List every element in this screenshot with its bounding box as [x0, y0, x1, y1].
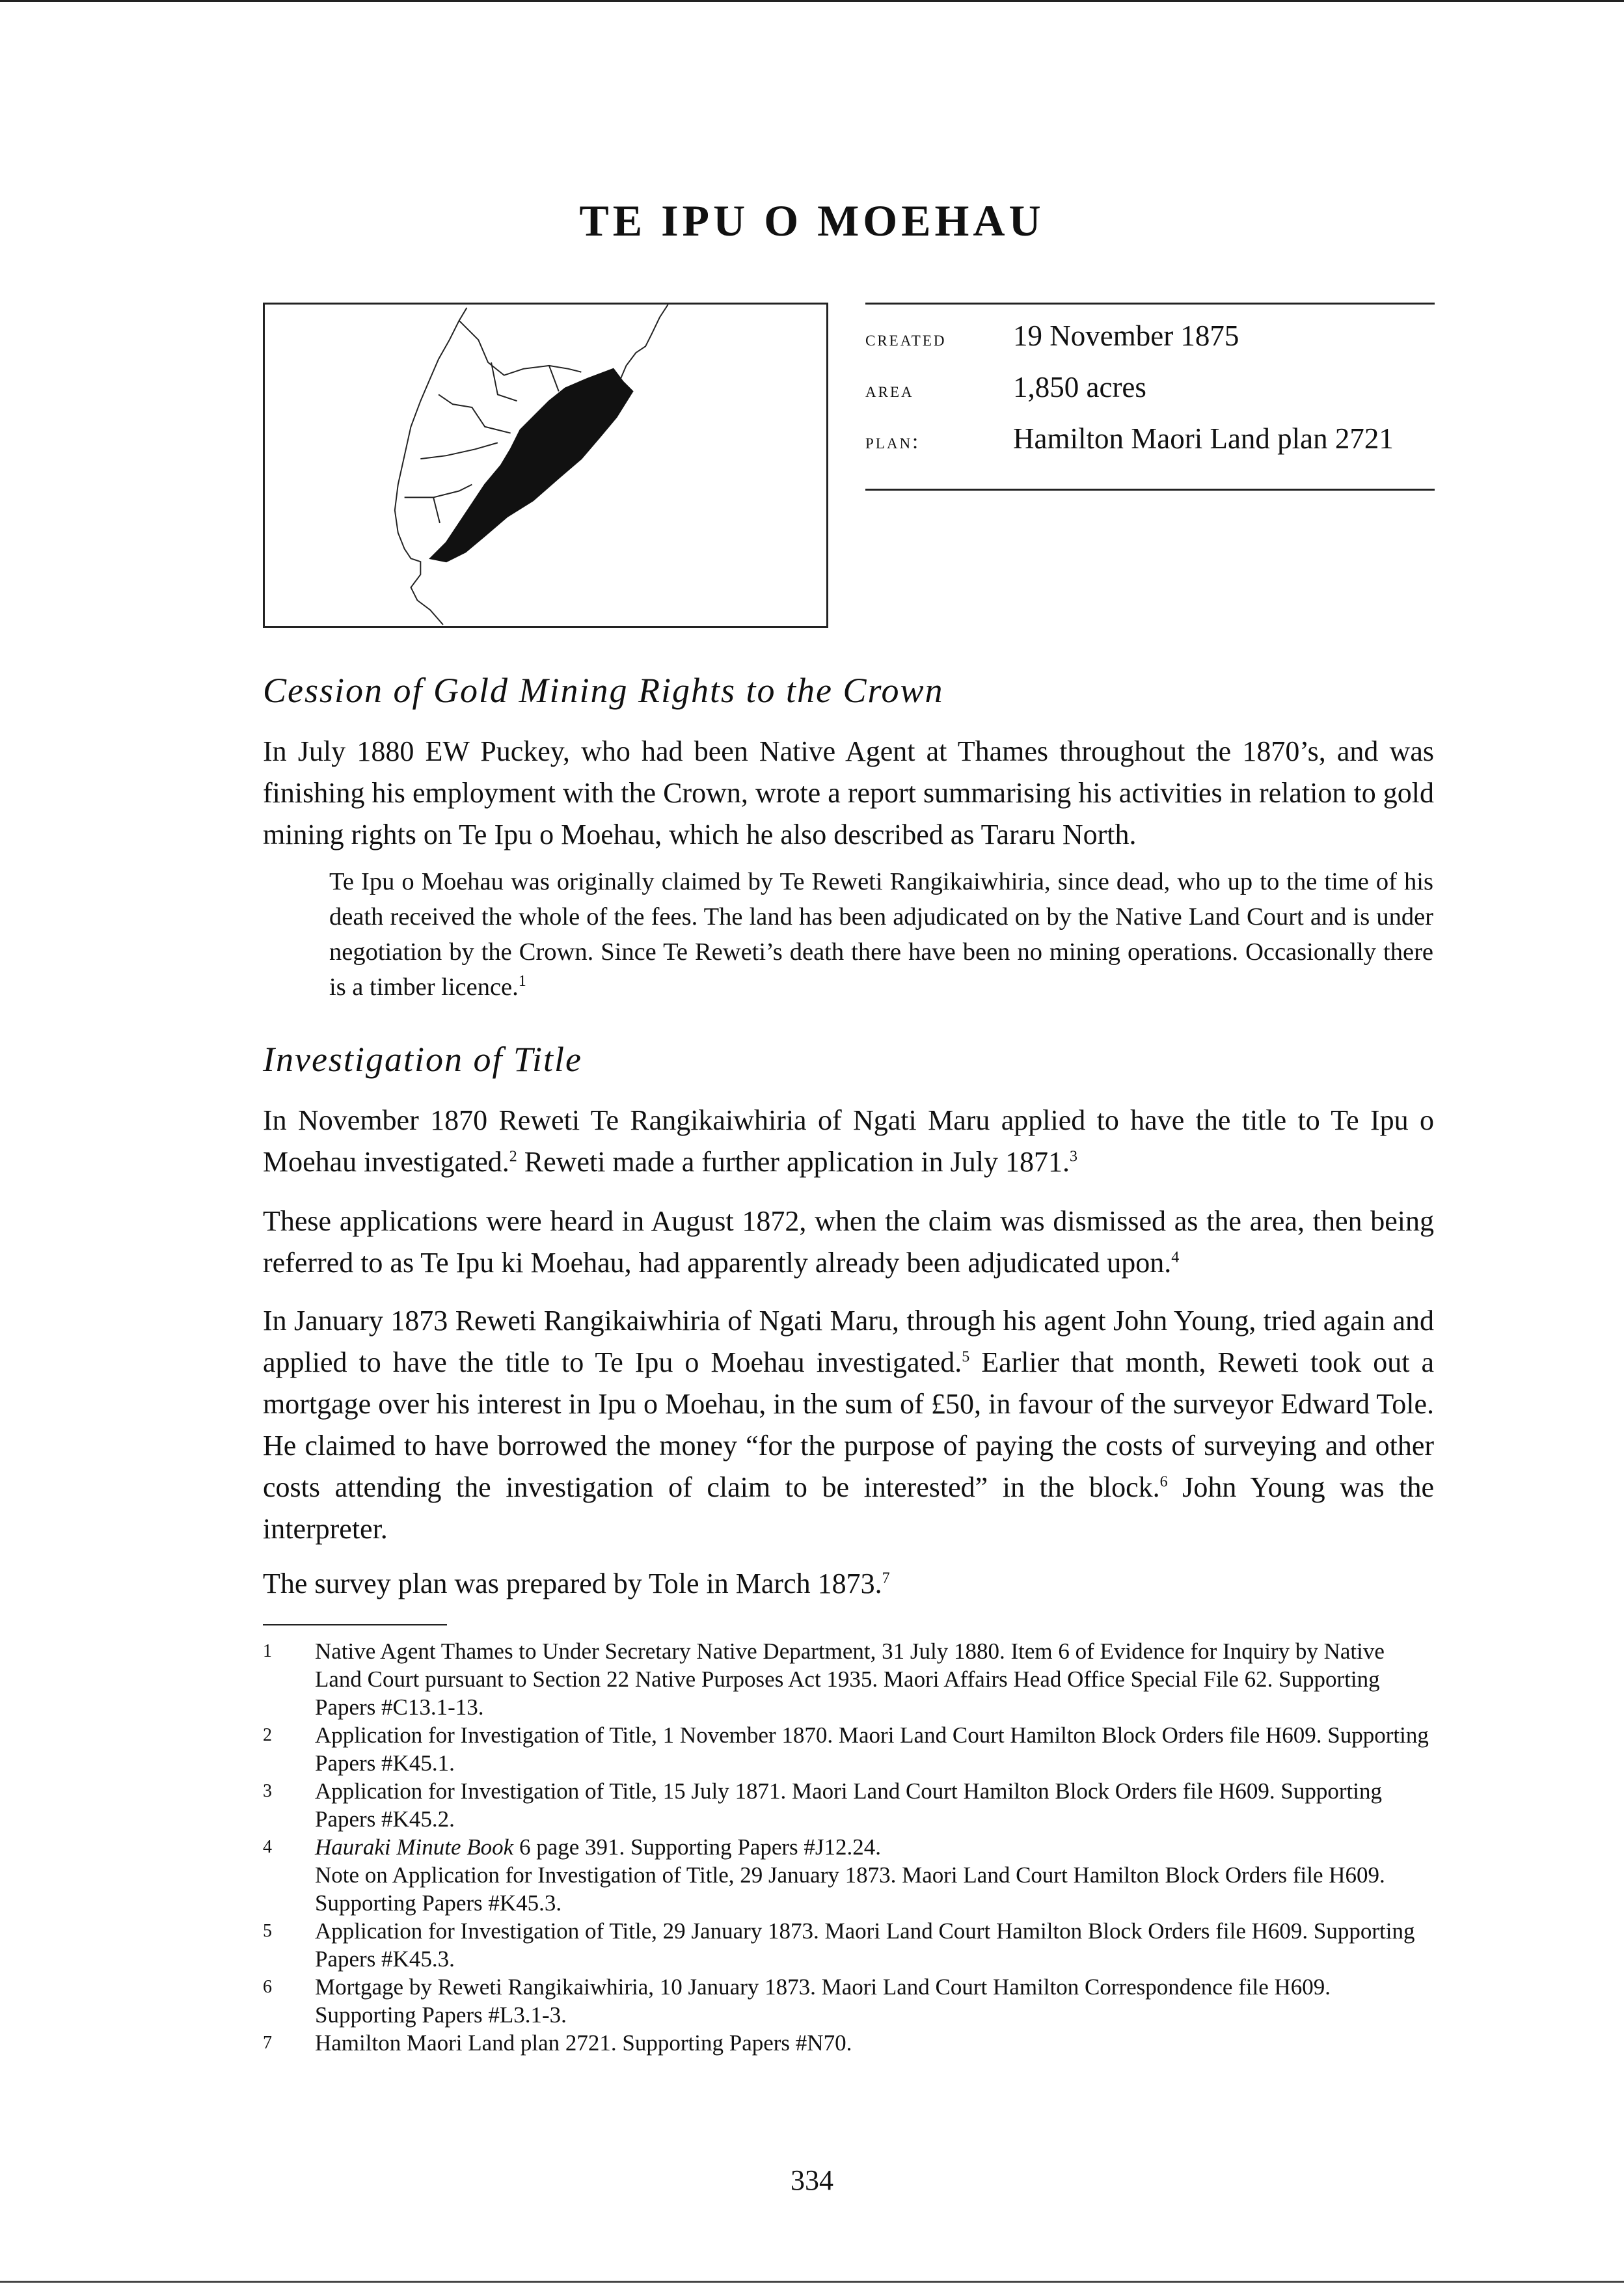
footnote: [263, 1777, 1434, 1833]
location-map: [263, 303, 828, 628]
footnote-text: Application for Investigation of Title, 29 January 1873. Maori Land Court Hamilton Block Orders file H609. Supporting Papers #K45.3.: [315, 1918, 1415, 1972]
top-border: [0, 0, 1624, 2]
footnotes: [263, 1637, 1434, 2057]
detail-row-created: [865, 319, 1435, 370]
bottom-border: [0, 2281, 1624, 2283]
boundary: [405, 485, 472, 498]
footnote-number: 7: [263, 2033, 272, 2053]
footnote-text: Native Agent Thames to Under Secretary Native Department, 31 July 1880. Item 6 of Evidence for Inquiry by Native Land Court pursuant to Section 22 Native Purposes Act 1935. Maori Affairs Head Office Special File 62. Supporting Papers #C13.1-13.: [315, 1638, 1385, 1720]
section-heading: Cession of Gold Mining Rights to the Crown: [263, 671, 944, 710]
paragraph-text: John Young was the interpreter.: [263, 1471, 1434, 1545]
quote-text: Te Ipu o Moehau was originally claimed by Te Reweti Rangikaiwhiria, since dead, who up to the time of his death received the whole of the fees. The land has been adjudicated on by the Native Land Court and is under negotiation by the Crown. Since Te Reweti’s death there have been no mining operations. Occasionally there is a timber licence.: [329, 868, 1433, 1001]
footnote: [263, 1973, 1434, 2029]
footnote-text: Hamilton Maori Land plan 2721. Supporting Papers #N70.: [315, 2030, 852, 2056]
footnote-number: 3: [263, 1781, 272, 1801]
footnote: [263, 2029, 1434, 2057]
boundary: [459, 321, 582, 375]
footnote-ref[interactable]: 7: [882, 1570, 890, 1587]
paragraph-text: These applications were heard in August 1872, when the claim was dismissed as the area, then being referred to as Te Ipu ki Moehau, had apparently already been adjudicated upon.: [263, 1205, 1434, 1279]
map-drawing: [265, 305, 826, 626]
footnote: [263, 1637, 1434, 1721]
paragraph: [263, 1563, 1434, 1605]
boundary: [439, 394, 511, 433]
footnote-ref[interactable]: 4: [1171, 1249, 1180, 1266]
page-number: 334: [791, 2164, 833, 2196]
boundary: [420, 442, 498, 459]
footnote-text-part: 6 page 391. Supporting Papers #J12.24.: [513, 1834, 882, 1860]
footnote-ref[interactable]: 6: [1159, 1473, 1168, 1491]
paragraph-text: The survey plan was prepared by Tole in March 1873.: [263, 1568, 882, 1599]
detail-value: 19 November 1875: [1013, 319, 1239, 352]
detail-label: plan:: [865, 430, 921, 454]
paragraph-text: In January 1873 Reweti Rangikaiwhiria of Ngati Maru, through his agent John Young, tried again and applied to have the title to Te Ipu o Moehau investigated.: [263, 1305, 1434, 1378]
footnote-number: 4: [263, 1837, 272, 1857]
paragraph-text: Earlier that month, Reweti took out a mortgage over his interest in Ipu o Moehau, in the sum of £50, in favour of the surveyor Edward Tole. He claimed to have borrowed the money “for the purpose of paying the costs of surveying and other costs attending the investigation of claim to be interested” in the block.: [263, 1346, 1434, 1503]
page-title: TE IPU O MOEHAU: [579, 196, 1045, 245]
footnote-text: [315, 1833, 1434, 1917]
footnote-number: 1: [263, 1641, 272, 1661]
detail-value: 1,850 acres: [1013, 371, 1146, 403]
block-details: [865, 303, 1435, 491]
footnote-italic-title: Hauraki Minute Book: [315, 1834, 514, 1860]
paragraph-text: Reweti made a further application in July 1871.: [517, 1146, 1070, 1178]
paragraph: [263, 1300, 1434, 1550]
footnote-number: 5: [263, 1921, 272, 1941]
paragraph: [263, 1100, 1434, 1183]
coastline: [395, 308, 467, 625]
footnote-ref[interactable]: 1: [518, 973, 526, 990]
footnote-text: Application for Investigation of Title, 15 July 1871. Maori Land Court Hamilton Block Orders file H609. Supporting Papers #K45.2.: [315, 1778, 1382, 1832]
detail-label: created: [865, 327, 947, 351]
paragraph: [263, 1201, 1434, 1284]
footnote-number: 2: [263, 1725, 272, 1745]
footnote: [263, 1917, 1434, 1973]
paragraph-text: In July 1880 EW Puckey, who had been Native Agent at Thames throughout the 1870’s, and was finishing his employment with the Crown, wrote a report summarising his activities in relation to gold mining rights on Te Ipu o Moehau, which he also described as Tararu North.: [263, 735, 1434, 850]
boundary: [549, 366, 559, 392]
paragraph: [263, 731, 1434, 856]
footnote: [263, 1833, 1434, 1917]
footnote-text-part: Note on Application for Investigation of Title, 29 January 1873. Maori Land Court Hamilton Block Orders file H609. Supporting Papers #K45.3.: [315, 1862, 1385, 1916]
detail-row-area: [865, 370, 1435, 422]
block-te-ipu-o-moehau: [430, 369, 632, 562]
footnote-text: Mortgage by Reweti Rangikaiwhiria, 10 January 1873. Maori Land Court Hamilton Correspondence file H609. Supporting Papers #L3.1-3.: [315, 1974, 1331, 2028]
footnote: [263, 1721, 1434, 1777]
detail-label: area: [865, 379, 914, 402]
footnote-number: 6: [263, 1977, 272, 1997]
footnote-ref[interactable]: 2: [509, 1148, 517, 1165]
footnote-ref[interactable]: 5: [962, 1348, 970, 1366]
footnote-divider: [263, 1624, 447, 1625]
boundary: [433, 497, 440, 523]
coastline-ne: [617, 305, 668, 388]
detail-value: Hamilton Maori Land plan 2721: [1013, 422, 1394, 455]
paragraph-text: In November 1870 Reweti Te Rangikaiwhiria of Ngati Maru applied to have the title to Te Ipu o Moehau investigated.: [263, 1104, 1434, 1178]
block-quote: [329, 864, 1433, 1005]
footnote-ref[interactable]: 3: [1070, 1148, 1078, 1165]
detail-row-plan: [865, 422, 1435, 473]
footnote-text: Application for Investigation of Title, 1 November 1870. Maori Land Court Hamilton Block Orders file H609. Supporting Papers #K45.1.: [315, 1722, 1429, 1776]
section-heading: Investigation of Title: [263, 1040, 582, 1079]
